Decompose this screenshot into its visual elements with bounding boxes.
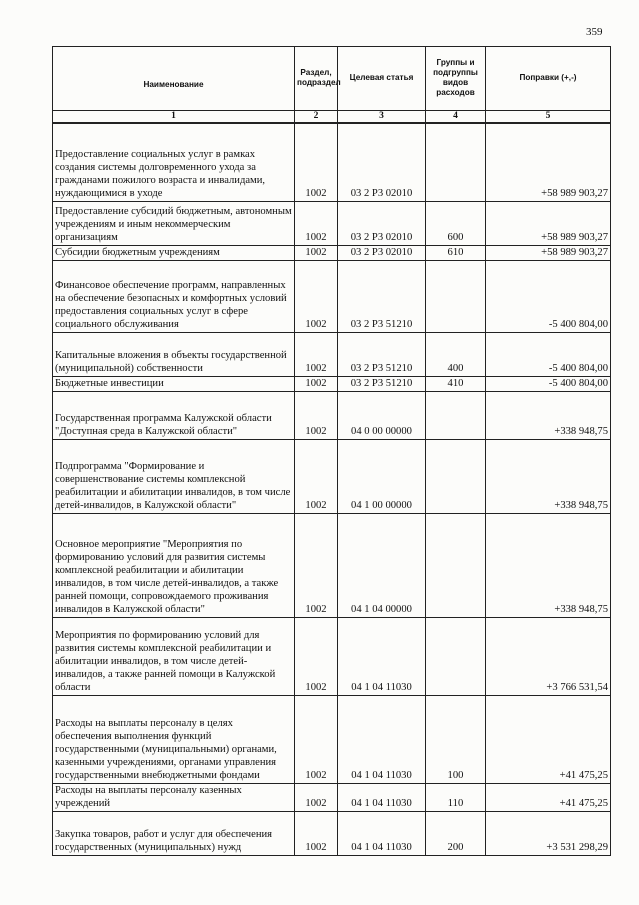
row-group: 400 <box>426 332 486 376</box>
row-amount: +338 948,75 <box>486 391 611 439</box>
header-group: Группы и подгруппы видов расходов <box>426 47 486 111</box>
row-section: 1002 <box>295 811 338 855</box>
row-section: 1002 <box>295 783 338 811</box>
row-amount: +41 475,25 <box>486 783 611 811</box>
row-group <box>426 617 486 695</box>
row-section: 1002 <box>295 332 338 376</box>
row-name: Расходы на выплаты персоналу в целях обеспечения выполнения функций государственными (муниципальными) органами, казенными учреждениями, органами управления государственными внебюджетными фондами <box>53 695 295 783</box>
row-amount: +58 989 903,27 <box>486 201 611 245</box>
row-group: 200 <box>426 811 486 855</box>
row-target: 03 2 P3 02010 <box>338 123 426 201</box>
row-section: 1002 <box>295 123 338 201</box>
row-amount: +3 766 531,54 <box>486 617 611 695</box>
table-row <box>53 332 611 376</box>
row-name: Капитальные вложения в объекты государственной (муниципальной) собственности <box>53 332 295 376</box>
table-row <box>53 513 611 617</box>
row-amount: +58 989 903,27 <box>486 123 611 201</box>
row-section: 1002 <box>295 201 338 245</box>
row-target: 04 0 00 00000 <box>338 391 426 439</box>
row-name: Предоставление субсидий бюджетным, автономным учреждениям и иным некоммерческим организациям <box>53 201 295 245</box>
row-target: 04 1 04 11030 <box>338 695 426 783</box>
row-group: 110 <box>426 783 486 811</box>
table-row <box>53 695 611 783</box>
row-group: 100 <box>426 695 486 783</box>
row-target: 03 2 P3 02010 <box>338 201 426 245</box>
column-number: 2 <box>295 111 338 124</box>
budget-amendments-table <box>52 46 611 856</box>
row-name: Подпрограмма "Формирование и совершенствование системы комплексной реабилитации и абилитации инвалидов, в том числе детей-инвалидов, в Калужской области" <box>53 439 295 513</box>
row-section: 1002 <box>295 617 338 695</box>
row-target: 03 2 P3 51210 <box>338 332 426 376</box>
row-target: 04 1 00 00000 <box>338 439 426 513</box>
header-name: Наименование <box>53 47 295 111</box>
table-header-row <box>53 47 611 111</box>
table-row <box>53 783 611 811</box>
header-target: Целевая статья <box>338 47 426 111</box>
column-number: 4 <box>426 111 486 124</box>
table-row <box>53 376 611 391</box>
row-section: 1002 <box>295 695 338 783</box>
column-number: 3 <box>338 111 426 124</box>
table-row <box>53 811 611 855</box>
row-section: 1002 <box>295 439 338 513</box>
row-amount: +58 989 903,27 <box>486 245 611 260</box>
row-section: 1002 <box>295 245 338 260</box>
column-number: 5 <box>486 111 611 124</box>
row-group <box>426 391 486 439</box>
row-target: 03 2 P3 51210 <box>338 260 426 332</box>
row-target: 04 1 04 11030 <box>338 617 426 695</box>
row-target: 04 1 04 11030 <box>338 811 426 855</box>
row-name: Расходы на выплаты персоналу казенных учреждений <box>53 783 295 811</box>
row-name: Субсидии бюджетным учреждениям <box>53 245 295 260</box>
row-name: Основное мероприятие "Мероприятия по формированию условий для развития системы комплексной реабилитации и абилитации инвалидов, в том числе детей-инвалидов, а также ранней помощи, сопровождаемого проживания инвалидов в Калужской области" <box>53 513 295 617</box>
table-row <box>53 260 611 332</box>
row-target: 04 1 04 11030 <box>338 783 426 811</box>
column-number-row <box>53 111 611 124</box>
row-amount: +3 531 298,29 <box>486 811 611 855</box>
row-amount: +41 475,25 <box>486 695 611 783</box>
row-name: Предоставление социальных услуг в рамках создания системы долговременного ухода за гражданами пожилого возраста и инвалидами, нуждающимися в уходе <box>53 123 295 201</box>
table-row <box>53 439 611 513</box>
row-group: 600 <box>426 201 486 245</box>
table-row <box>53 617 611 695</box>
column-number: 1 <box>53 111 295 124</box>
row-amount: -5 400 804,00 <box>486 376 611 391</box>
row-name: Государственная программа Калужской области "Доступная среда в Калужской области" <box>53 391 295 439</box>
row-group <box>426 439 486 513</box>
row-name: Финансовое обеспечение программ, направленных на обеспечение безопасных и комфортных условий предоставления социальных услуг в сфере социального обслуживания <box>53 260 295 332</box>
row-amount: -5 400 804,00 <box>486 260 611 332</box>
row-target: 04 1 04 00000 <box>338 513 426 617</box>
page-number: 359 <box>586 26 603 38</box>
row-target: 03 2 P3 02010 <box>338 245 426 260</box>
row-amount: -5 400 804,00 <box>486 332 611 376</box>
row-group <box>426 123 486 201</box>
row-section: 1002 <box>295 513 338 617</box>
row-target: 03 2 P3 51210 <box>338 376 426 391</box>
row-name: Закупка товаров, работ и услуг для обеспечения государственных (муниципальных) нужд <box>53 811 295 855</box>
header-amount: Поправки (+,-) <box>486 47 611 111</box>
row-group <box>426 513 486 617</box>
row-name: Бюджетные инвестиции <box>53 376 295 391</box>
row-name: Мероприятия по формированию условий для развития системы комплексной реабилитации и абилитации инвалидов, в том числе детей-инвалидов, а также ранней помощи в Калужской области <box>53 617 295 695</box>
row-amount: +338 948,75 <box>486 513 611 617</box>
row-group <box>426 260 486 332</box>
table-row <box>53 123 611 201</box>
table-row <box>53 201 611 245</box>
row-group: 610 <box>426 245 486 260</box>
row-amount: +338 948,75 <box>486 439 611 513</box>
row-section: 1002 <box>295 391 338 439</box>
row-section: 1002 <box>295 260 338 332</box>
row-section: 1002 <box>295 376 338 391</box>
table-row <box>53 245 611 260</box>
table-row <box>53 391 611 439</box>
header-section: Раздел, подраздел <box>295 47 338 111</box>
row-group: 410 <box>426 376 486 391</box>
